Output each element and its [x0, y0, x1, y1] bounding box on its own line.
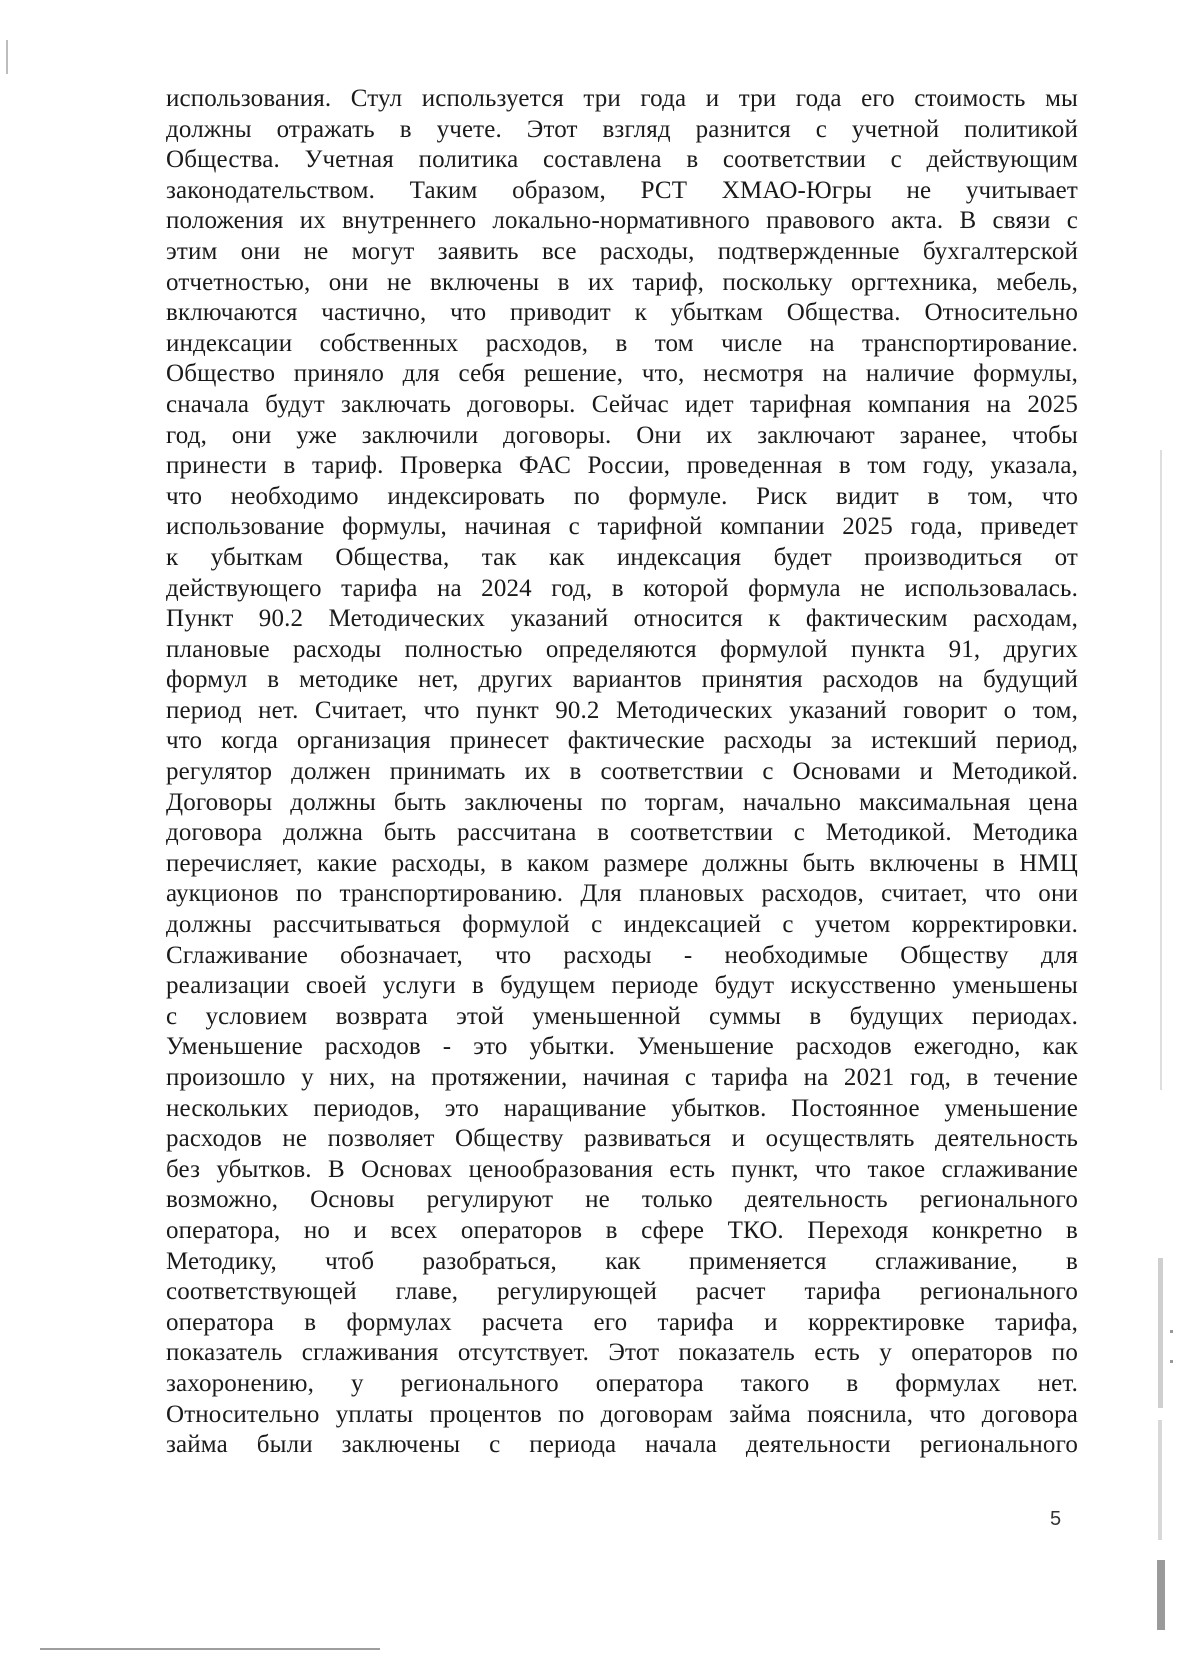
text-line: показатель сглаживания отсутствует. Этот показатель есть у операторов по: [166, 1339, 1078, 1367]
text-line: аукционов по транспортированию. Для плановых расходов, считает, что они: [166, 880, 1078, 908]
text-line: Общество приняло для себя решение, что, несмотря на наличие формулы,: [166, 360, 1078, 388]
scan-artifact-right: [1158, 1258, 1163, 1408]
scan-artifact-right: [1160, 450, 1162, 1090]
text-line: год, они уже заключили договоры. Они их заключают заранее, чтобы: [166, 421, 1078, 449]
scan-artifact-bottom: [40, 1648, 380, 1650]
scan-artifact-right: [1158, 1420, 1162, 1540]
text-line: что необходимо индексировать по формуле. Риск видит в том, что: [166, 482, 1078, 510]
text-line: Методику, чтоб разобраться, как применяется сглаживание, в: [166, 1247, 1078, 1275]
text-line: Сглаживание обозначает, что расходы - необходимые Обществу для: [166, 941, 1078, 969]
body-text: [166, 84, 1078, 1461]
text-line: плановые расходы полностью определяются формулой пункта 91, других: [166, 635, 1078, 663]
text-line: соответствующей главе, регулирующей расчет тарифа регионального: [166, 1278, 1078, 1306]
text-line: возможно, Основы регулируют не только деятельность регионального: [166, 1186, 1078, 1214]
text-line: индексации собственных расходов, в том числе на транспортирование.: [166, 329, 1078, 357]
text-line: отчетностью, они не включены в их тариф, поскольку оргтехника, мебель,: [166, 268, 1078, 296]
page-number: 5: [1050, 1508, 1062, 1530]
scan-artifact-left: [6, 40, 8, 74]
text-line: Пункт 90.2 Методических указаний относится к фактическим расходам,: [166, 605, 1078, 633]
text-line: законодательством. Таким образом, РСТ ХМАО-Югры не учитывает: [166, 176, 1078, 204]
text-line: принести в тариф. Проверка ФАС России, проведенная в том году, указала,: [166, 452, 1078, 480]
text-line: действующего тарифа на 2024 год, в которой формула не использовалась.: [166, 574, 1078, 602]
text-line: период нет. Считает, что пункт 90.2 Методических указаний говорит о том,: [166, 696, 1078, 724]
text-line: должны рассчитываться формулой с индексацией с учетом корректировки.: [166, 911, 1078, 939]
text-line: должны отражать в учете. Этот взгляд разнится с учетной политикой: [166, 115, 1078, 143]
text-line: расходов не позволяет Обществу развиваться и осуществлять деятельность: [166, 1125, 1078, 1153]
text-line: включаются частично, что приводит к убыткам Общества. Относительно: [166, 299, 1078, 327]
text-line: регулятор должен принимать их в соответствии с Основами и Методикой.: [166, 758, 1078, 786]
text-line: сначала будут заключать договоры. Сейчас идет тарифная компания на 2025: [166, 390, 1078, 418]
text-line: формул в методике нет, других вариантов принятия расходов на будущий: [166, 666, 1078, 694]
text-line: захоронению, у регионального оператора такого в формулах нет.: [166, 1369, 1078, 1397]
text-line: что когда организация принесет фактические расходы за истекший период,: [166, 727, 1078, 755]
scan-artifact-right: [1157, 1560, 1165, 1630]
text-line: Уменьшение расходов - это убытки. Уменьшение расходов ежегодно, как: [166, 1033, 1078, 1061]
text-line: этим они не могут заявить все расходы, подтвержденные бухгалтерской: [166, 237, 1078, 265]
text-line: использования. Стул используется три года и три года его стоимость мы: [166, 85, 1078, 112]
text-line: к убыткам Общества, так как индексация будет производиться от: [166, 543, 1078, 571]
text-line: Общества. Учетная политика составлена в соответствии с действующим: [166, 146, 1078, 174]
text-line: оператора в формулах расчета его тарифа и корректировке тарифа,: [166, 1308, 1078, 1336]
text-line: без убытков. В Основах ценообразования есть пункт, что такое сглаживание: [166, 1155, 1078, 1183]
scan-artifact-dot: [1170, 1330, 1173, 1333]
text-line: нескольких периодов, это наращивание убытков. Постоянное уменьшение: [166, 1094, 1078, 1122]
text-line: перечисляет, какие расходы, в каком размере должны быть включены в НМЦ: [166, 849, 1078, 877]
text-line: Относительно уплаты процентов по договорам займа пояснила, что договора: [166, 1400, 1078, 1428]
text-line: реализации своей услуги в будущем периоде будут искусственно уменьшены: [166, 972, 1078, 1000]
text-line: договора должна быть рассчитана в соответствии с Методикой. Методика: [166, 819, 1078, 847]
text-line: займа были заключены с периода начала деятельности регионального: [166, 1431, 1078, 1459]
text-line: использование формулы, начиная с тарифной компании 2025 года, приведет: [166, 513, 1078, 541]
text-line: с условием возврата этой уменьшенной суммы в будущих периодах.: [166, 1002, 1078, 1030]
scan-artifact-dot: [1170, 1360, 1173, 1363]
text-line: произошло у них, на протяжении, начиная с тарифа на 2021 год, в течение: [166, 1064, 1078, 1091]
text-line: Договоры должны быть заключены по торгам, начально максимальная цена: [166, 788, 1078, 816]
text-line: положения их внутреннего локально-нормативного правового акта. В связи с: [166, 207, 1078, 235]
text-line: оператора, но и всех операторов в сфере ТКО. Переходя конкретно в: [166, 1216, 1078, 1244]
